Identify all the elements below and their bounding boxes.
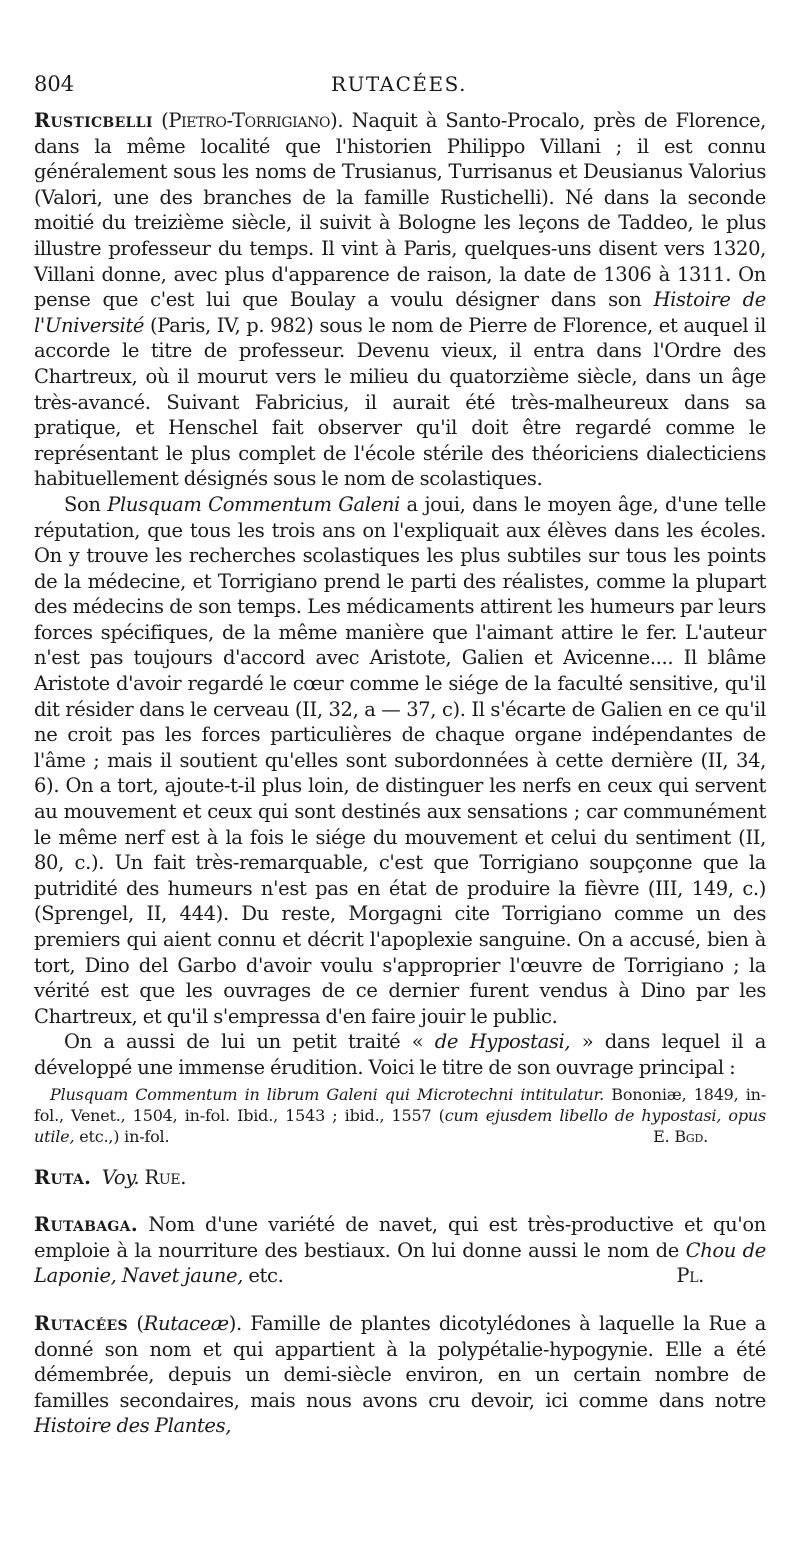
page-header <box>34 72 764 102</box>
page-body <box>34 108 766 1439</box>
paragraph-text: Son <box>64 492 108 516</box>
entry-rustichelli <box>34 108 766 1147</box>
entry-paragraph <box>34 1029 766 1080</box>
entry-headword: Rusticbelli <box>34 109 153 132</box>
entry-rutabaga <box>34 1212 766 1289</box>
entry-paragraph <box>34 108 766 492</box>
entry-ruta <box>34 1165 766 1191</box>
paragraph-text: Famille de plantes dicotylédones à laquelle la Rue a donné son nom et qui appartient à la polypétalie-hypogynie. Elle a été démembrée, depuis un demi-siècle environ, en un certain nombre de familles secondaires, mais nous avons cru devoir, ici comme dans notre <box>34 1311 767 1412</box>
book-title: Histoire de l'Université <box>34 288 766 337</box>
entry-headword: Rutabaga. <box>34 1213 138 1237</box>
author-signature: Pl. <box>676 1264 704 1288</box>
entry-rutacees <box>34 1311 766 1439</box>
citation-text: etc.,) in-fol. <box>74 1126 170 1146</box>
paragraph-text: a joui, dans le moyen âge, d'une telle réputation, que tous les trois ans on l'expliquait aux élèves dans les écoles. On y trouve les recherches scolastiques les plus subtiles sur tous les points de la médecine, et Torrigiano prend le parti des réalistes, comme la plupart des médecins de son temps. Les médicaments attirent les humeurs par leurs forces spécifiques, de la même manière que l'aimant attire le fer. L'auteur n'est pas toujours d'accord avec Aristote, Galien et Avicenne.... Il blâme Aristote d'avoir regardé le cœur comme le siége de la faculté sensitive, qu'il dit résider dans le cerveau (II, 32, a — 37, c). Il s'écarte de Galien en ce qu'il ne croit pas les forces particulières de chaque organe indépendantes de l'âme ; mais il soutient qu'elles sont subordonnées à cette dernière (II, 34, 6). On a tort, ajoute-t-il plus loin, de distinguer les nerfs en ceux qui servent au mouvement et ceux qui sont destinés aux sensations ; car communément le même nerf est à la fois le siége du mouvement et celui du sentiment (II, 80, c.). Un fait très-remarquable, c'est que Torrigiano soupçonne que la putridité des humeurs n'est pas en état de produire la fièvre (III, 149, c.) (Sprengel, II, 444). Du reste, Morgagni cite Torrigiano comme un des premiers qui aient connu et décrit l'apoplexie sanguine. On a accusé, bien à tort, Dino del Garbo d'avoir voulu s'approprier l'œuvre de Torrigiano ; la vérité est que les ouvrages de ce dernier furent vendus à Dino par les Chartreux, et qu'il s'empressa d'en faire jouir le public. <box>34 492 766 1028</box>
running-head: RUTACÉES. <box>331 72 467 96</box>
paragraph-text: On a aussi de lui un petit traité « <box>64 1030 435 1054</box>
punctuation: ( <box>127 1311 144 1335</box>
cross-reference-label: Voy. <box>101 1165 140 1189</box>
paragraph-text: Naquit à Santo-Procalo, près de Florence, dans la même localité que l'historien Philippo Villani ; il est connu généralement sous les noms de Trusianus, Turrisanus et Deusianus Valorius (Valori, une des branches de la famille Rustichelli). Né dans la seconde moitié du treizième siècle, il suivit à Bologne les leçons de Taddeo, le plus illustre professeur du temps. Il vint à Paris, quelques-uns disent vers 1320, Villani donne, avec plus d'apparence de raison, la date de 1306 à 1311. On pense que c'est lui que Boulay a voulu désigner dans son <box>34 109 766 312</box>
common-names: Chou de Laponie, Navet jaune, <box>34 1238 767 1288</box>
cross-reference-target: Rue. <box>144 1165 187 1189</box>
punctuation: ). <box>228 1311 242 1335</box>
book-title: de Hypostasi, <box>434 1030 571 1054</box>
book-title: Plusquam Commentum Galeni <box>107 492 400 516</box>
citation-text: Bononiæ, 1849, in-fol., Venet., 1504, in-fol. Ibid., 1543 ; ibid., 1557 ( <box>34 1084 766 1125</box>
entry-paragraph <box>34 492 766 1029</box>
paragraph-text: » dans lequel il a développé une immense érudition. Voici le titre de son ouvrage principal : <box>34 1030 766 1079</box>
citation-title: Plusquam Commentum in librum Galeni qui Microtechni intitulatur. <box>50 1084 605 1104</box>
paragraph-text: (Paris, IV, p. 982) sous le nom de Pierre de Florence, et auquel il accorde le titre de professeur. Devenu vieux, il entra dans l'Ordre des Chartreux, où il mourut vers le milieu du quatorzième siècle, dans un âge très-avancé. Suivant Fabricius, il aurait été très-malheureux dans sa pratique, et Henschel fait observer qu'il doit être regardé comme le représentant le plus complet de l'école stérile des théoriciens dialecticiens habituellement désignés sous le nom de scolastiques. <box>34 313 766 491</box>
bibliography-citation <box>34 1084 766 1147</box>
paragraph-text: Nom d'une variété de navet, qui est très-productive et qu'on emploie à la nourriture des bestiaux. On lui donne aussi le nom de <box>34 1213 766 1262</box>
paragraph-text: etc. <box>243 1264 284 1288</box>
page-number: 804 <box>34 72 75 96</box>
entry-headword: Rutacées <box>34 1311 128 1335</box>
book-title: Histoire des Plantes, <box>34 1414 232 1438</box>
entry-name: (Pietro-Torrigiano). <box>161 109 344 132</box>
entry-headword: Ruta. <box>34 1165 92 1189</box>
citation-title: cum ejusdem libello de hypostasi, opus utile, <box>34 1105 766 1146</box>
author-signature: E. Bgd. <box>653 1126 708 1146</box>
latin-name: Rutaceæ <box>143 1311 229 1335</box>
